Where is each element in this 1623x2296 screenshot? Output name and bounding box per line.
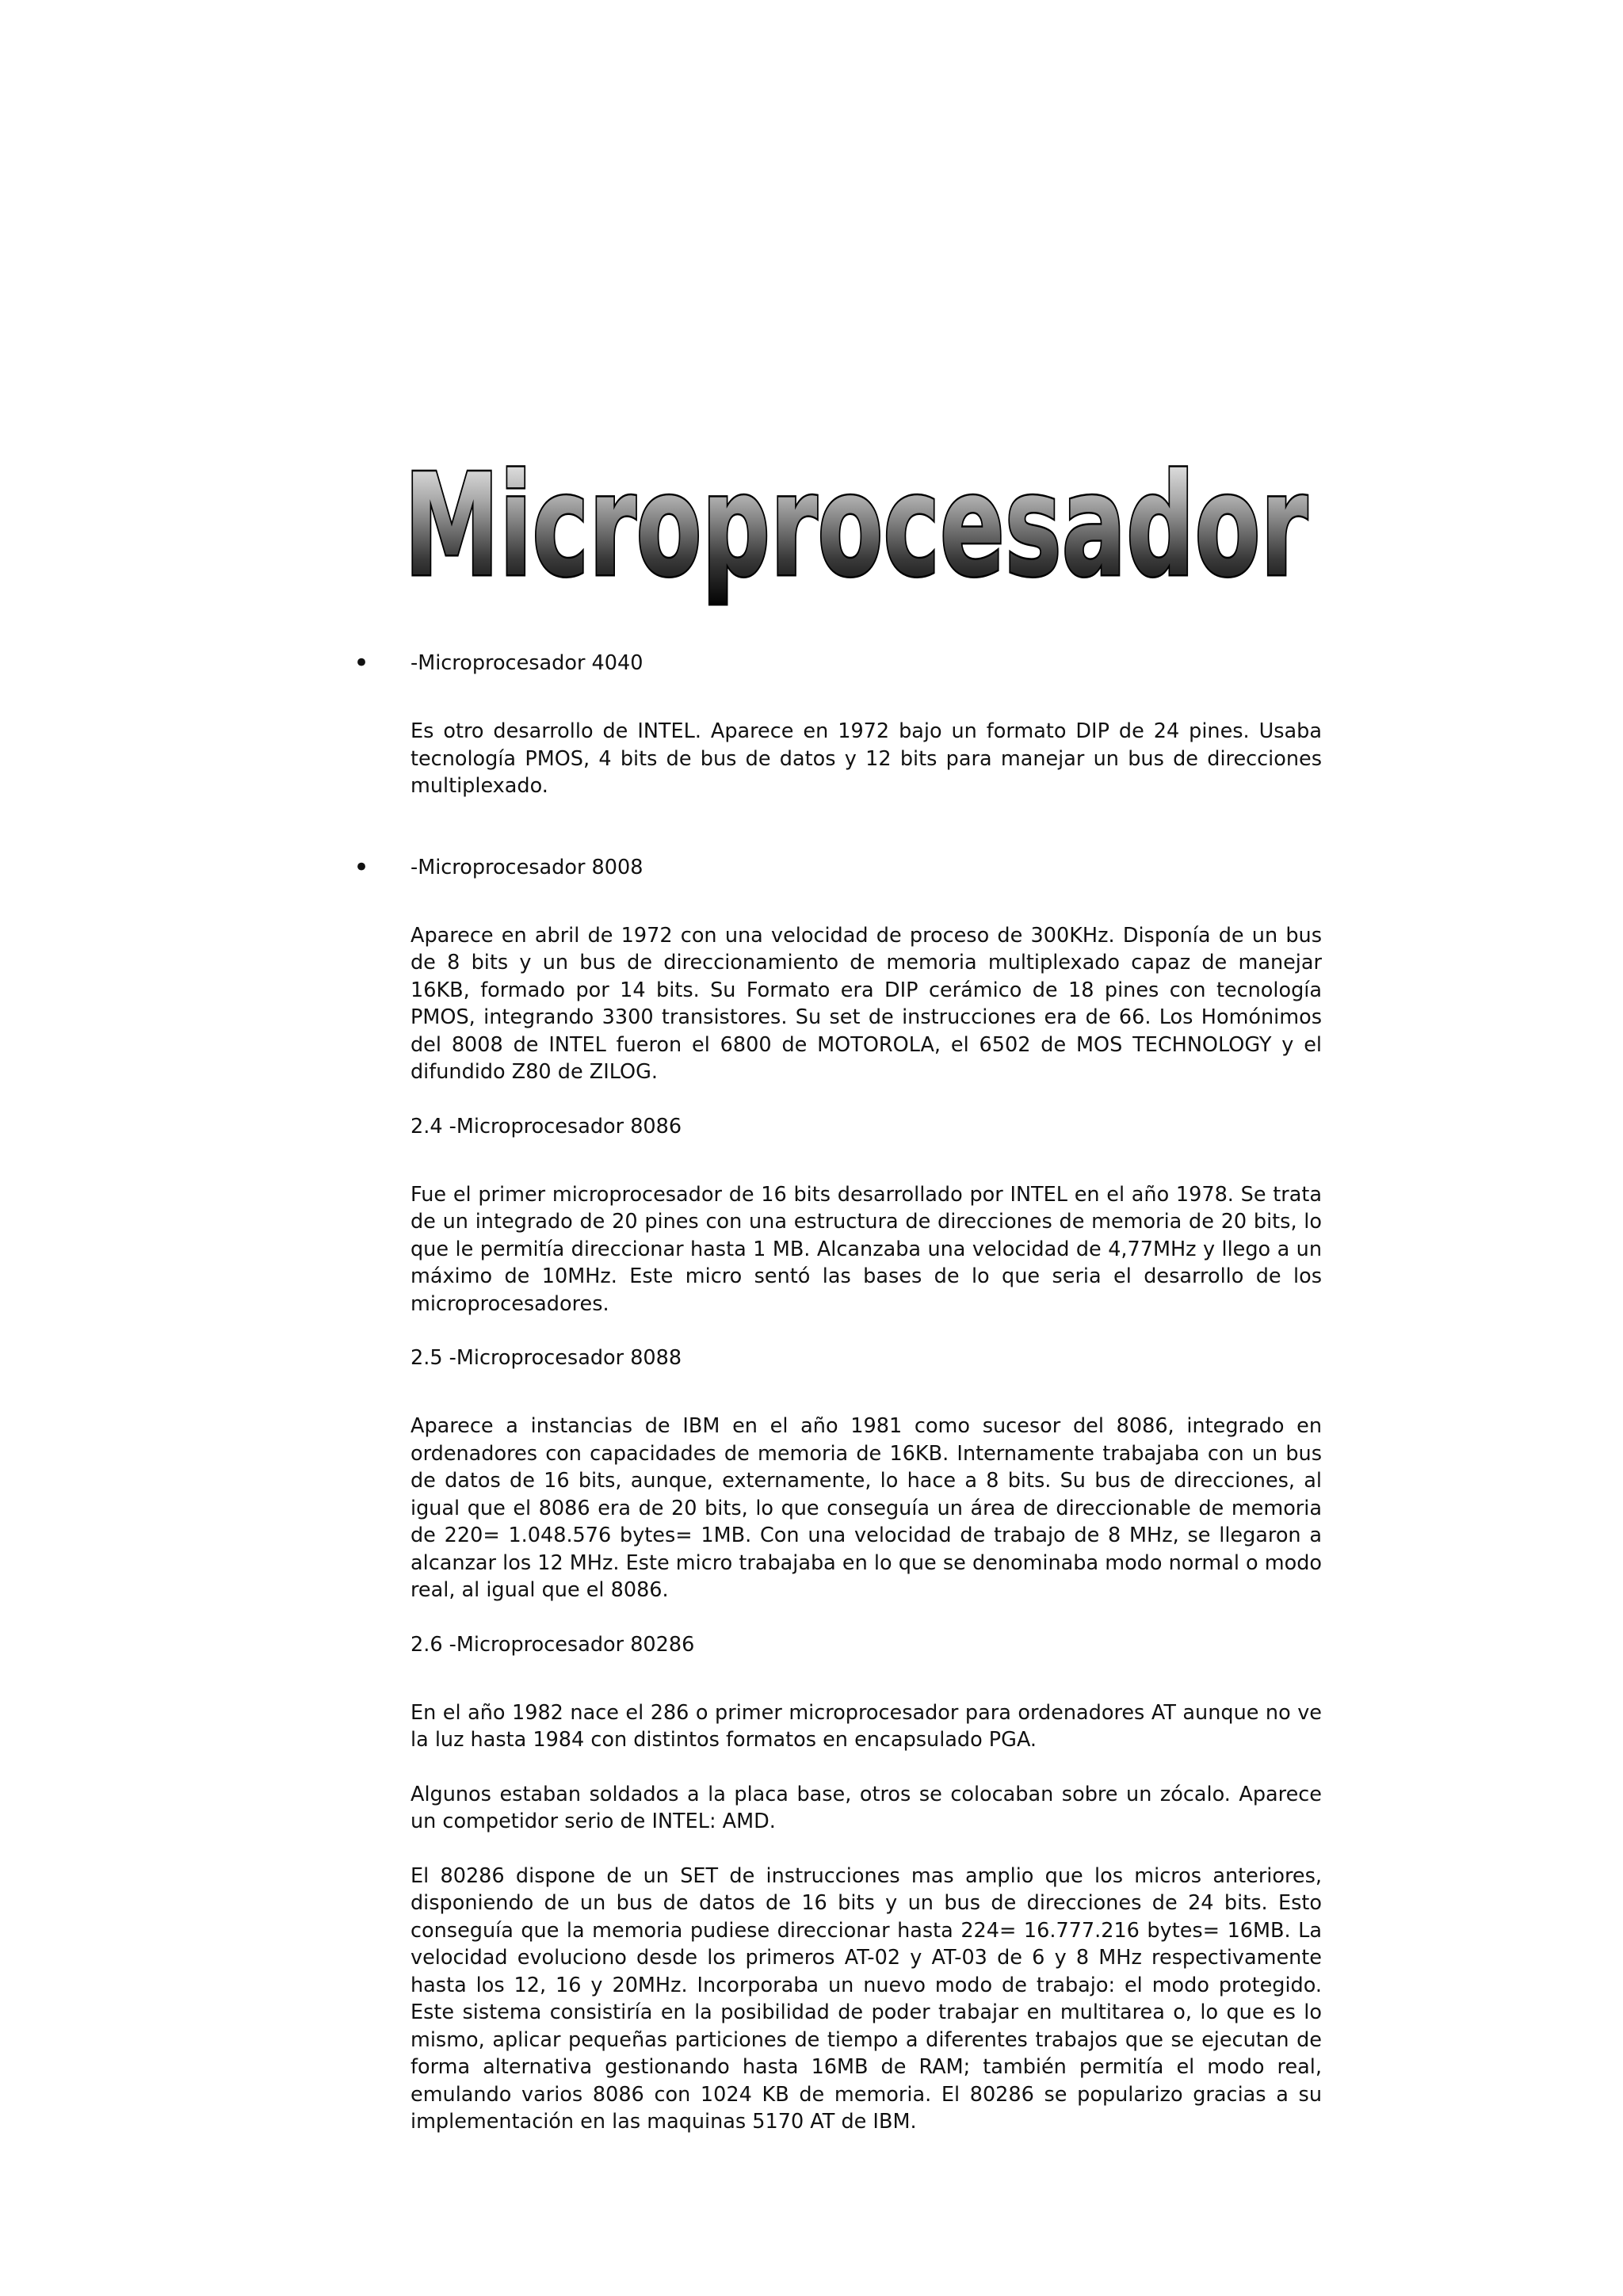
section-heading: 2.4 -Microprocesador 8086 bbox=[411, 1114, 682, 1138]
bullet-marker: • bbox=[353, 647, 370, 679]
section-heading bbox=[353, 851, 1322, 883]
document-body bbox=[353, 647, 1322, 2136]
wordart-title bbox=[396, 444, 1316, 610]
paragraph: Aparece a instancias de IBM en el año 1981 como sucesor del 8086, integrado en ordenadores con capacidades de memoria de 16KB. Internamente trabajaba con un bus de datos de 16 bits, aunque, externamente, lo hace a 8 bits. Su bus de direcciones, al igual que el 8086 era de 20 bits, lo que conseguía un área de direccionable de memoria de 220= 1.048.576 bytes= 1MB. Con una velocidad de trabajo de 8 MHz, se llegaron a alcanzar los 12 MHz. Este micro trabajaba en lo que se denominaba modo normal o modo real, al igual que el 8086. bbox=[411, 1414, 1322, 1602]
paragraph: Es otro desarrollo de INTEL. Aparece en 1972 bajo un formato DIP de 24 pines. Usaba tecnología PMOS, 4 bits de bus de datos y 12 bits para manejar un bus de direcciones multiplexado. bbox=[411, 719, 1322, 798]
bullet-marker: • bbox=[353, 851, 370, 883]
page-title bbox=[396, 444, 1316, 610]
paragraph: En el año 1982 nace el 286 o primer microprocesador para ordenadores AT aunque no ve la luz hasta 1984 con distintos formatos en encapsulado PGA. bbox=[411, 1700, 1322, 1752]
section-4040 bbox=[353, 647, 1322, 800]
heading-text: -Microprocesador 8008 bbox=[411, 855, 643, 879]
section-heading: 2.6 -Microprocesador 80286 bbox=[411, 1632, 695, 1657]
section-heading: 2.5 -Microprocesador 8088 bbox=[411, 1346, 682, 1370]
section-8008 bbox=[353, 851, 1322, 1086]
section-8086 bbox=[411, 1113, 1322, 1318]
section-8088 bbox=[411, 1344, 1322, 1604]
page-title-text: Microprocesador bbox=[404, 444, 1308, 608]
paragraph: Fue el primer microprocesador de 16 bits desarrollado por INTEL en el año 1978. Se trata de un integrado de 20 pines con una estructura de direcciones de memoria de 20 bits, lo que le permitía direccionar hasta 1 MB. Alcanzaba una velocidad de 4,77MHz y llego a un máximo de 10MHz. Este micro sentó las bases de lo que seria el desarrollo de los microprocesadores. bbox=[411, 1182, 1322, 1316]
paragraph: Aparece en abril de 1972 con una velocidad de proceso de 300KHz. Disponía de un bus de 8 bits y un bus de direccionamiento de memoria multiplexado capaz de manejar 16KB, formado por 14 bits. Su Formato era DIP cerámico de 18 pines con tecnología PMOS, integrando 3300 transistores. Su set de instrucciones era de 66. Los Homónimos del 8008 de INTEL fueron el 6800 de MOTOROLA, el 6502 de MOS TECHNOLOGY y el difundido Z80 de ZILOG. bbox=[411, 923, 1322, 1084]
section-80286 bbox=[411, 1631, 1322, 2136]
paragraph: Algunos estaban soldados a la placa base, otros se colocaban sobre un zócalo. Aparece un competidor serio de INTEL: AMD. bbox=[411, 1782, 1322, 1833]
paragraph: El 80286 dispone de un SET de instrucciones mas amplio que los micros anteriores, disponiendo de un bus de datos de 16 bits y un bus de direcciones de 24 bits. Esto conseguía que la memoria pudiese direccionar hasta 224= 16.777.216 bytes= 16MB. La velocidad evoluciono desde los primeros AT-02 y AT-03 de 6 y 8 MHz respectivamente hasta los 12, 16 y 20MHz. Incorporaba un nuevo modo de trabajo: el modo protegido. Este sistema consistiría en la posibilidad de poder trabajar en multitarea o, lo que es lo mismo, aplicar pequeñas particiones de tiempo a diferentes trabajos que se ejecutan de forma alternativa gestionando hasta 16MB de RAM; también permitía el modo real, emulando varios 8086 con 1024 KB de memoria. El 80286 se popularizo gracias a su implementación en las maquinas 5170 AT de IBM. bbox=[411, 1863, 1322, 2134]
heading-text: -Microprocesador 4040 bbox=[411, 651, 643, 675]
section-heading bbox=[353, 647, 1322, 679]
